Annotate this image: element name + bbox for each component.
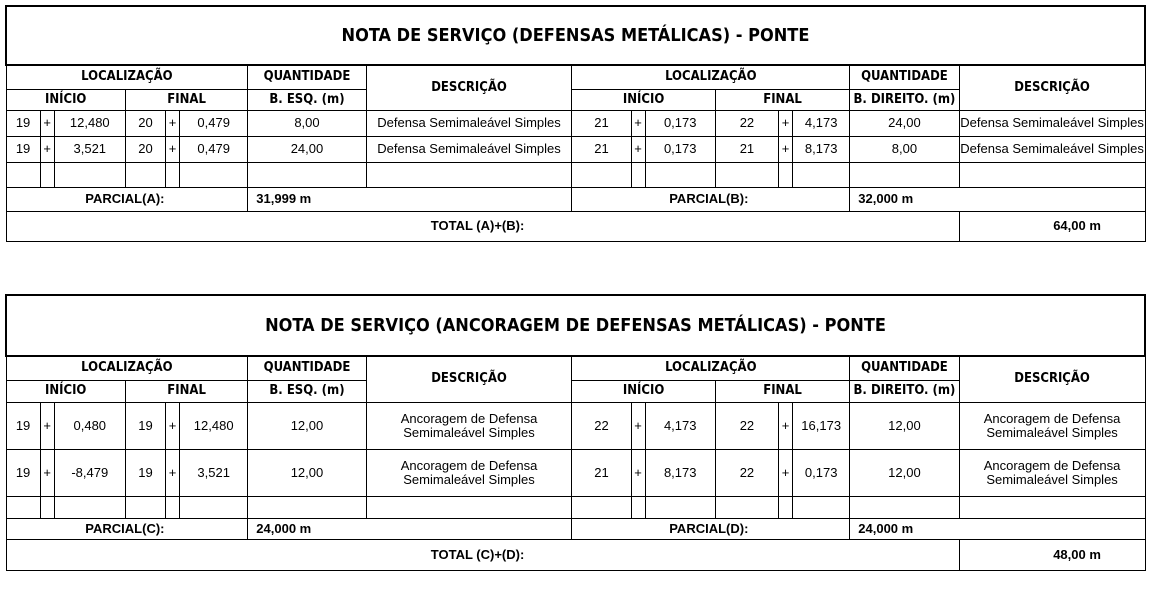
left-inicio-header: INÍCIO <box>6 380 125 402</box>
right-localizacao-header: LOCALIZAÇÃO <box>572 65 850 89</box>
blank-row <box>6 496 1145 518</box>
cell-l-desc: Defensa Semimaleável Simples <box>366 136 572 162</box>
left-localizacao-header: LOCALIZAÇÃO <box>6 356 248 380</box>
cell-r-desc: Ancoragem de Defensa Semimaleável Simples <box>959 449 1145 496</box>
cell-r-qty: 12,00 <box>850 449 959 496</box>
blank-cell <box>572 162 631 187</box>
cell-r-fin-sign: + <box>779 136 793 162</box>
cell-l-ini-est: 19 <box>6 136 40 162</box>
cell-r-fin-est: 22 <box>715 110 778 136</box>
partial-right-label: PARCIAL(B): <box>572 187 850 211</box>
partial-left-label: PARCIAL(C): <box>6 518 248 539</box>
cell-r-ini-est: 21 <box>572 110 631 136</box>
cell-l-qty: 12,00 <box>248 449 366 496</box>
left-descricao-header: DESCRIÇÃO <box>366 65 572 110</box>
cell-l-desc: Defensa Semimaleável Simples <box>366 110 572 136</box>
right-inicio-header: INÍCIO <box>572 380 715 402</box>
blank-cell <box>959 162 1145 187</box>
blank-cell <box>366 496 572 518</box>
cell-r-fin-sign: + <box>779 110 793 136</box>
blank-cell <box>793 496 850 518</box>
cell-r-desc: Ancoragem de Defensa Semimaleável Simples <box>959 402 1145 449</box>
right-descricao-header: DESCRIÇÃO <box>959 65 1145 110</box>
blank-cell <box>6 496 40 518</box>
cell-l-ini-val: 3,521 <box>54 136 125 162</box>
cell-r-fin-sign: + <box>779 402 793 449</box>
partial-left-value-text: 31,999 m <box>256 191 312 206</box>
cell-l-fin-val: 0,479 <box>180 110 248 136</box>
table-title: NOTA DE SERVIÇO (ANCORAGEM DE DEFENSAS METÁLICAS) - PONTE <box>6 295 1145 356</box>
cell-r-fin-est: 21 <box>715 136 778 162</box>
cell-r-fin-val: 16,173 <box>793 402 850 449</box>
cell-l-ini-sign: + <box>40 449 54 496</box>
cell-l-fin-val: 0,479 <box>180 136 248 162</box>
blank-cell <box>125 162 165 187</box>
cell-l-fin-sign: + <box>166 402 180 449</box>
blank-cell <box>715 496 778 518</box>
table-row <box>6 136 1145 162</box>
right-final-header: FINAL <box>715 380 849 402</box>
blank-cell <box>366 162 572 187</box>
partial-right-value: 32,000 m <box>850 187 1145 211</box>
left-inicio-header: INÍCIO <box>6 89 125 110</box>
right-quantidade-header: QUANTIDADE <box>850 356 959 380</box>
partial-right-label: PARCIAL(D): <box>572 518 850 539</box>
cell-l-ini-sign: + <box>40 136 54 162</box>
blank-cell <box>6 162 40 187</box>
cell-l-ini-est: 19 <box>6 110 40 136</box>
cell-r-fin-val: 4,173 <box>793 110 850 136</box>
blank-cell <box>40 162 54 187</box>
ancoragem-table-sheet <box>5 294 1146 571</box>
blank-cell <box>645 162 715 187</box>
cell-l-ini-sign: + <box>40 110 54 136</box>
blank-cell <box>645 496 715 518</box>
cell-l-fin-sign: + <box>166 110 180 136</box>
left-unit-header: B. ESQ. (m) <box>248 89 366 110</box>
table-row <box>6 402 1145 449</box>
blank-cell <box>850 496 959 518</box>
table-title: NOTA DE SERVIÇO (DEFENSAS METÁLICAS) - PONTE <box>6 6 1145 65</box>
cell-l-fin-est: 20 <box>125 110 165 136</box>
cell-r-qty: 12,00 <box>850 402 959 449</box>
cell-r-ini-est: 22 <box>572 402 631 449</box>
partial-left-value-text: 24,000 m <box>256 520 312 536</box>
cell-r-fin-val: 8,173 <box>793 136 850 162</box>
blank-cell <box>166 496 180 518</box>
cell-l-fin-val: 3,521 <box>180 449 248 496</box>
cell-l-qty: 8,00 <box>248 110 366 136</box>
cell-r-ini-val: 8,173 <box>645 449 715 496</box>
blank-cell <box>54 162 125 187</box>
blank-cell <box>850 162 959 187</box>
total-row <box>6 211 1145 241</box>
blank-cell <box>715 162 778 187</box>
cell-r-fin-val: 0,173 <box>793 449 850 496</box>
right-localizacao-header: LOCALIZAÇÃO <box>572 356 850 380</box>
cell-l-fin-sign: + <box>166 136 180 162</box>
service-note-table <box>5 294 1146 571</box>
blank-row <box>6 162 1145 187</box>
left-final-header: FINAL <box>125 380 247 402</box>
partial-right-value: 24,000 m <box>850 518 1145 539</box>
blank-cell <box>959 496 1145 518</box>
cell-l-ini-est: 19 <box>6 402 40 449</box>
total-label: TOTAL (A)+(B): <box>6 211 959 241</box>
total-label: TOTAL (C)+(D): <box>6 539 959 570</box>
cell-r-ini-val: 4,173 <box>645 402 715 449</box>
cell-l-desc: Ancoragem de Defensa Semimaleável Simples <box>366 449 572 496</box>
cell-r-qty: 24,00 <box>850 110 959 136</box>
table-row <box>6 449 1145 496</box>
cell-r-fin-sign: + <box>779 449 793 496</box>
cell-r-ini-est: 21 <box>572 449 631 496</box>
partial-left-value <box>248 187 572 211</box>
cell-l-qty: 12,00 <box>248 402 366 449</box>
blank-cell <box>248 496 366 518</box>
cell-r-desc: Defensa Semimaleável Simples <box>959 110 1145 136</box>
cell-l-fin-val: 12,480 <box>180 402 248 449</box>
right-unit-header: B. DIREITO. (m) <box>850 89 959 110</box>
cell-l-fin-est: 20 <box>125 136 165 162</box>
blank-cell <box>125 496 165 518</box>
left-final-header: FINAL <box>125 89 247 110</box>
service-note-table <box>5 5 1146 242</box>
partial-left-label: PARCIAL(A): <box>6 187 248 211</box>
cell-l-fin-est: 19 <box>125 449 165 496</box>
cell-r-ini-val: 0,173 <box>645 136 715 162</box>
blank-cell <box>40 496 54 518</box>
blank-cell <box>180 162 248 187</box>
cell-l-fin-sign: + <box>166 449 180 496</box>
cell-l-desc: Ancoragem de Defensa Semimaleável Simples <box>366 402 572 449</box>
cell-r-desc: Defensa Semimaleável Simples <box>959 136 1145 162</box>
blank-cell <box>779 496 793 518</box>
partial-left-value <box>248 518 572 539</box>
blank-cell <box>166 162 180 187</box>
blank-cell <box>180 496 248 518</box>
cell-r-ini-est: 21 <box>572 136 631 162</box>
blank-cell <box>793 162 850 187</box>
cell-r-qty: 8,00 <box>850 136 959 162</box>
cell-l-qty: 24,00 <box>248 136 366 162</box>
total-value: 48,00 m <box>959 539 1145 570</box>
cell-l-fin-est: 19 <box>125 402 165 449</box>
blank-cell <box>248 162 366 187</box>
cell-l-ini-est: 19 <box>6 449 40 496</box>
blank-cell <box>779 162 793 187</box>
partial-row <box>6 518 1145 539</box>
right-inicio-header: INÍCIO <box>572 89 715 110</box>
cell-r-ini-sign: + <box>631 136 645 162</box>
cell-l-ini-val: 12,480 <box>54 110 125 136</box>
partial-row <box>6 187 1145 211</box>
total-value: 64,00 m <box>959 211 1145 241</box>
total-row <box>6 539 1145 570</box>
left-quantidade-header: QUANTIDADE <box>248 65 366 89</box>
left-unit-header: B. ESQ. (m) <box>248 380 366 402</box>
defensas-table-sheet <box>5 5 1146 242</box>
left-quantidade-header: QUANTIDADE <box>248 356 366 380</box>
left-localizacao-header: LOCALIZAÇÃO <box>6 65 248 89</box>
blank-cell <box>631 496 645 518</box>
blank-cell <box>572 496 631 518</box>
cell-r-fin-est: 22 <box>715 402 778 449</box>
cell-l-ini-val: -8,479 <box>54 449 125 496</box>
cell-r-ini-sign: + <box>631 110 645 136</box>
cell-r-fin-est: 22 <box>715 449 778 496</box>
cell-r-ini-sign: + <box>631 449 645 496</box>
cell-l-ini-val: 0,480 <box>54 402 125 449</box>
right-unit-header: B. DIREITO. (m) <box>850 380 959 402</box>
cell-r-ini-val: 0,173 <box>645 110 715 136</box>
right-descricao-header: DESCRIÇÃO <box>959 356 1145 402</box>
table-row <box>6 110 1145 136</box>
blank-cell <box>631 162 645 187</box>
cell-r-ini-sign: + <box>631 402 645 449</box>
left-descricao-header: DESCRIÇÃO <box>366 356 572 402</box>
cell-l-ini-sign: + <box>40 402 54 449</box>
right-quantidade-header: QUANTIDADE <box>850 65 959 89</box>
blank-cell <box>54 496 125 518</box>
right-final-header: FINAL <box>715 89 849 110</box>
